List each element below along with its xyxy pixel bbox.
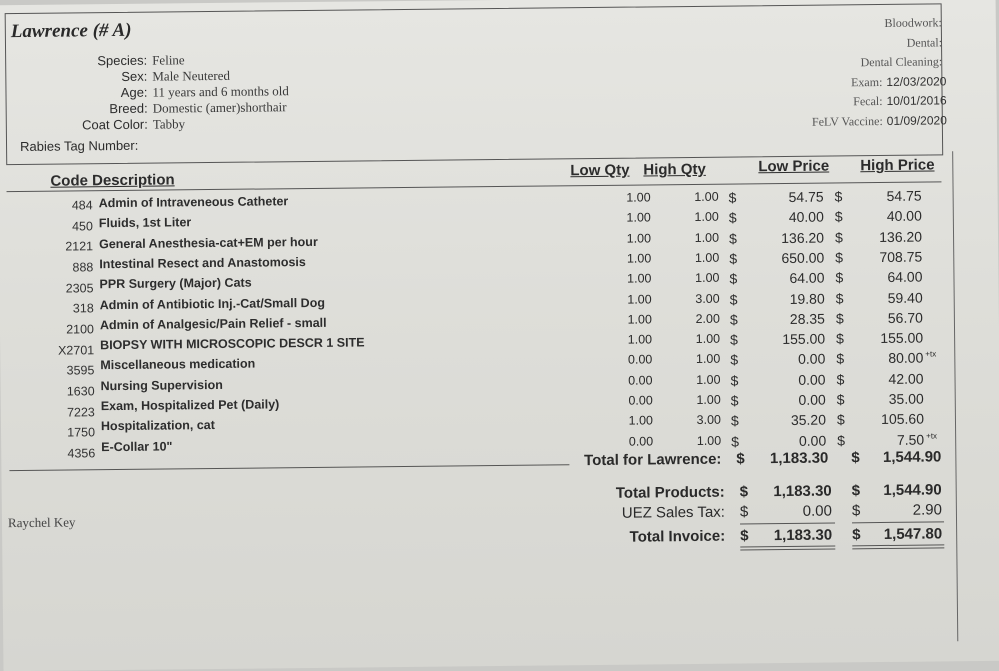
item-low-qty: 1.00 <box>599 211 651 226</box>
item-low-qty: 1.00 <box>600 292 652 307</box>
patient-detail-value: Male Neutered <box>152 68 230 84</box>
item-code: 1630 <box>5 384 95 399</box>
sales-tax-high: 2.90 <box>862 501 942 519</box>
currency-symbol: $ <box>835 229 843 245</box>
currency-symbol: $ <box>729 230 737 246</box>
currency-symbol: $ <box>729 210 737 226</box>
item-high-price: 136.20 <box>849 228 922 245</box>
currency-symbol: $ <box>729 250 737 266</box>
item-description: Intestinal Resect and Anastomosis <box>99 255 306 271</box>
item-low-price: 19.80 <box>745 290 825 307</box>
patient-detail-label: Breed: <box>0 101 148 118</box>
patient-detail-value: Tabby <box>153 116 185 131</box>
patient-total-low: 1,183.30 <box>746 450 828 468</box>
currency-symbol: $ <box>836 351 844 367</box>
item-high-qty: 1.00 <box>671 433 721 448</box>
currency-symbol: $ <box>835 209 843 225</box>
item-high-price: 56.70 <box>850 309 923 326</box>
item-high-price: 708.75 <box>849 248 922 265</box>
item-high-qty: 1.00 <box>670 352 720 367</box>
currency-symbol: $ <box>836 310 844 326</box>
tax-marker: +tx <box>926 431 937 440</box>
patient-detail-label: Sex: <box>0 69 147 86</box>
item-code: 7223 <box>5 405 95 420</box>
item-low-qty: 0.00 <box>601 434 653 449</box>
patient-detail-label: Coat Color: <box>0 117 148 134</box>
item-code: 484 <box>3 198 93 213</box>
item-code: X2701 <box>4 343 94 358</box>
item-high-price: 155.00 <box>850 330 923 347</box>
total-invoice-high: 1,547.80 <box>862 525 942 543</box>
patient-total-label: Total for Lawrence: <box>561 451 721 470</box>
currency-symbol: $ <box>852 482 861 499</box>
item-low-qty: 1.00 <box>600 312 652 327</box>
item-high-qty: 1.00 <box>669 230 719 245</box>
item-description: Admin of Intraveneous Catheter <box>99 194 289 210</box>
item-high-price: 105.60 <box>851 411 924 428</box>
item-high-qty: 1.00 <box>671 393 721 408</box>
item-low-qty: 1.00 <box>601 414 653 429</box>
record-value: 01/09/2020 <box>887 113 947 128</box>
record-date-row <box>812 113 947 129</box>
item-low-price: 64.00 <box>744 270 824 287</box>
item-low-price: 155.00 <box>745 331 825 348</box>
patient-detail-row <box>0 99 287 118</box>
currency-symbol: $ <box>837 412 845 428</box>
invoice-underline-high-1 <box>852 544 944 546</box>
item-low-qty: 1.00 <box>599 251 651 266</box>
currency-symbol: $ <box>729 271 737 287</box>
record-date-row <box>853 93 947 109</box>
item-high-price: 64.00 <box>849 269 922 286</box>
item-high-qty: 1.00 <box>670 372 720 387</box>
item-code: 450 <box>3 219 93 234</box>
record-date-row <box>860 54 946 70</box>
currency-symbol: $ <box>836 371 844 387</box>
item-high-price: 35.00 <box>851 391 924 408</box>
currency-symbol: $ <box>835 188 843 204</box>
item-high-qty: 2.00 <box>670 311 720 326</box>
column-header-high-qty: High Qty <box>643 161 706 179</box>
item-high-price: 42.00 <box>850 370 923 387</box>
currency-symbol: $ <box>740 527 749 544</box>
item-high-qty: 3.00 <box>671 413 721 428</box>
item-description: PPR Surgery (Major) Cats <box>99 276 251 292</box>
total-products-high: 1,544.90 <box>862 481 942 499</box>
record-label: FeLV Vaccine: <box>812 113 883 128</box>
currency-symbol: $ <box>730 372 738 388</box>
item-description: Nursing Supervision <box>100 378 222 393</box>
patient-detail-value: Feline <box>152 52 185 67</box>
item-high-price: 40.00 <box>849 208 922 225</box>
currency-symbol: $ <box>835 249 843 265</box>
item-high-qty: 1.00 <box>670 332 720 347</box>
patient-detail-row <box>0 52 185 70</box>
item-low-price: 28.35 <box>745 310 825 327</box>
tax-underline-low <box>740 523 835 525</box>
item-low-qty: 0.00 <box>601 393 653 408</box>
currency-symbol: $ <box>836 290 844 306</box>
tax-marker: +tx <box>925 350 936 359</box>
column-header-low-qty: Low Qty <box>570 162 629 180</box>
record-label: Dental: <box>907 35 942 49</box>
currency-symbol: $ <box>837 391 845 407</box>
item-description: E-Collar 10" <box>101 439 172 454</box>
currency-symbol: $ <box>740 503 749 520</box>
currency-symbol: $ <box>851 449 860 466</box>
item-low-price: 40.00 <box>744 209 824 226</box>
invoice-underline-low-1 <box>740 546 835 548</box>
currency-symbol: $ <box>730 291 738 307</box>
item-code: 318 <box>4 302 94 317</box>
total-products-low: 1,183.30 <box>750 483 832 501</box>
patient-detail-label: Species: <box>0 53 147 70</box>
item-description: Exam, Hospitalized Pet (Daily) <box>101 397 280 413</box>
column-header-high-price: High Price <box>860 156 934 174</box>
item-description: General Anesthesia-cat+EM per hour <box>99 234 318 250</box>
rabies-tag-label: Rabies Tag Number: <box>20 138 138 154</box>
item-code: 1750 <box>5 425 95 440</box>
item-code: 888 <box>3 260 93 275</box>
item-description: Fluids, 1st Liter <box>99 216 192 231</box>
invoice-underline-low-2 <box>740 549 835 551</box>
record-date-row <box>884 15 945 31</box>
item-high-price: 59.40 <box>850 289 923 306</box>
item-high-price: 54.75 <box>849 188 922 205</box>
patient-name: Lawrence (# A) <box>11 20 132 43</box>
item-low-qty: 1.00 <box>599 190 651 205</box>
record-label: Dental Cleaning: <box>860 54 942 69</box>
item-high-price: 7.50 <box>851 431 924 448</box>
item-low-qty: 0.00 <box>600 353 652 368</box>
patient-detail-value: Domestic (amer)shorthair <box>153 99 287 115</box>
item-high-qty: 1.00 <box>669 210 719 225</box>
signature-name: Raychel Key <box>8 514 76 531</box>
patient-detail-label: Age: <box>0 85 148 102</box>
record-label: Bloodwork: <box>884 15 941 30</box>
patient-detail-row <box>0 116 185 134</box>
currency-symbol: $ <box>730 352 738 368</box>
item-description: Hospitalization, cat <box>101 418 215 433</box>
item-description: Admin of Antibiotic Inj.-Cat/Small Dog <box>100 295 325 311</box>
item-code: 4356 <box>5 446 95 461</box>
item-low-price: 0.00 <box>746 392 826 409</box>
currency-symbol: $ <box>731 433 739 449</box>
currency-symbol: $ <box>837 432 845 448</box>
currency-symbol: $ <box>852 502 861 519</box>
item-description: Admin of Analgesic/Pain Relief - small <box>100 316 327 332</box>
item-high-qty: 1.00 <box>669 190 719 205</box>
currency-symbol: $ <box>731 413 739 429</box>
currency-symbol: $ <box>736 450 745 467</box>
item-high-qty: 1.00 <box>669 251 719 266</box>
item-low-qty: 1.00 <box>599 231 651 246</box>
item-low-qty: 0.00 <box>600 373 652 388</box>
item-low-price: 0.00 <box>745 351 825 368</box>
currency-symbol: $ <box>730 311 738 327</box>
item-low-qty: 1.00 <box>600 333 652 348</box>
item-low-price: 0.00 <box>745 371 825 388</box>
item-low-price: 54.75 <box>744 189 824 206</box>
currency-symbol: $ <box>835 270 843 286</box>
currency-symbol: $ <box>852 526 861 543</box>
item-code: 2305 <box>3 281 93 296</box>
item-high-qty: 3.00 <box>670 291 720 306</box>
record-label: Fecal: <box>853 94 882 108</box>
item-low-price: 35.20 <box>746 412 826 429</box>
currency-symbol: $ <box>836 330 844 346</box>
currency-symbol: $ <box>730 332 738 348</box>
item-code: 2121 <box>3 240 93 255</box>
item-low-qty: 1.00 <box>599 272 651 287</box>
record-date-row <box>907 35 946 50</box>
item-code: 3595 <box>4 363 94 378</box>
column-header-low-price: Low Price <box>758 158 829 176</box>
tax-underline-high <box>852 521 944 523</box>
record-value: 12/03/2020 <box>886 74 946 89</box>
item-low-price: 136.20 <box>744 229 824 246</box>
items-bottom-divider <box>9 464 569 471</box>
item-high-price: 80.00 <box>850 350 923 367</box>
column-header-code-description: Code Description <box>50 171 174 189</box>
item-low-price: 0.00 <box>746 432 826 449</box>
item-high-qty: 1.00 <box>669 271 719 286</box>
item-low-price: 650.00 <box>744 249 824 266</box>
item-description: Miscellaneous medication <box>100 357 255 373</box>
total-products-label: Total Products: <box>562 484 725 503</box>
currency-symbol: $ <box>729 190 737 206</box>
item-code: 2100 <box>4 322 94 337</box>
total-invoice-low: 1,183.30 <box>750 527 832 545</box>
currency-symbol: $ <box>731 393 739 409</box>
sales-tax-label: UEZ Sales Tax: <box>562 504 725 523</box>
currency-symbol: $ <box>740 483 749 500</box>
total-invoice-label: Total Invoice: <box>562 528 725 547</box>
record-label: Exam: <box>851 74 882 88</box>
record-date-row <box>851 74 947 90</box>
invoice-underline-high-2 <box>852 547 944 549</box>
patient-detail-value: 11 years and 6 months old <box>152 83 289 99</box>
record-value: 10/01/2016 <box>886 93 946 108</box>
patient-total-high: 1,544.90 <box>861 448 941 466</box>
sales-tax-low: 0.00 <box>750 503 832 521</box>
item-description: BIOPSY WITH MICROSCOPIC DESCR 1 SITE <box>100 336 365 353</box>
